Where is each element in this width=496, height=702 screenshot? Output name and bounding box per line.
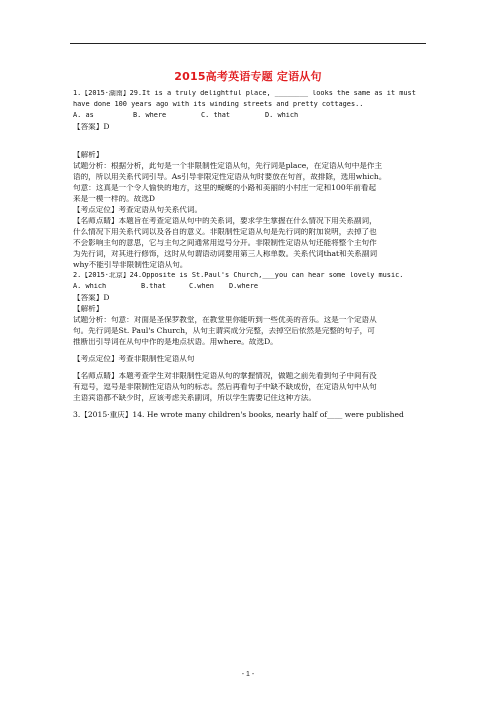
q1-comment-line-2: 什么情况下用关系代词以及各自的意义。非限制性定语从句是先行词的附加说明，去掉了也: [73, 228, 377, 236]
q2-comment-line-1: 【名师点睛】本题考查学生对非限制性定语从句的掌握情况，做题之前先看到句子中间有没: [73, 372, 377, 380]
q2-answer: 【答案】D: [73, 294, 110, 302]
q1-comment-line-1: 【名师点睛】本题旨在考查定语从句中的关系词，要求学生掌握在什么情况下用关系副词，: [73, 217, 377, 225]
q1-option-a: A. as: [73, 112, 94, 119]
q3-stem-line-1: 3.【2015·重庆】14. He wrote many children's books, nearly half of____ were published: [73, 411, 404, 419]
q2-stem-line-1: 2.【2015·北京】24.Opposite is St.Paul's Church,___you can hear some lovely music.: [73, 272, 404, 279]
q1-options: [73, 112, 427, 123]
q1-stem-line-1: 1.【2015·湖南】29.It is a truly delightful place, ________ looks the same as it must: [73, 90, 416, 97]
q1-option-d: D. which: [265, 112, 299, 119]
q1-comment-line-3: 不会影响主句的意思，它与主句之间通常用逗号分开。非限制性定语从句还能将整个主句作: [73, 239, 377, 247]
document-body: [73, 90, 427, 422]
q1-option-c: C. that: [201, 112, 231, 119]
q2-option-c: C.when: [189, 283, 214, 290]
q1-answer: 【答案】D: [73, 123, 110, 131]
q2-point: 【考点定位】考查非限制性定语从句: [73, 355, 195, 363]
q1-analysis-line-2: 语的，所以用关系代词引导。As引导非限定性定语从句时要放在句首，故排除，选用which。: [73, 173, 387, 181]
page-number: - 1 -: [241, 671, 255, 678]
q2-options: [73, 283, 427, 294]
page-title: 2015高考英语专题 定语从句: [174, 70, 322, 83]
q1-analysis-line-3: 句意：这真是一个令人愉快的地方，这里的蜿蜒的小路和美丽的小村庄一定和100年前看起: [73, 184, 377, 192]
header-rule: [70, 43, 426, 44]
q1-comment-line-4: 为先行词，对其进行修饰，这时从句谓语动词要用第三人称单数。关系代词that和关系副词: [73, 250, 378, 258]
q1-option-b: B. where: [133, 112, 167, 119]
q1-analysis-label: 【解析】: [73, 151, 104, 159]
q2-option-b: B.that: [141, 283, 166, 290]
q2-analysis-line-2: 句。先行词是St. Paul's Church，从句主谓宾成分完整，去掉空后依然是完整的句子，可: [73, 327, 375, 335]
q2-comment-line-2: 有逗号，逗号是非限制性定语从句的标志。然后再看句子中缺不缺成份，在定语从句中从句: [73, 383, 377, 391]
q1-stem-line-2: have done 100 years ago with its winding streets and pretty cottages..: [73, 101, 364, 108]
q1-analysis-line-4: 来是一模一样的。故选D: [73, 195, 156, 203]
q2-option-d: D.where: [229, 283, 259, 290]
q1-analysis-line-1: 试题分析：根据分析，此句是一个非限制性定语从句，先行词是place，在定语从句中是作主: [73, 162, 383, 170]
q2-analysis-line-3: 推断出引导词在从句中作的是地点状语。用where。故选D。: [73, 338, 278, 346]
q1-point: 【考点定位】考查定语从句关系代词。: [73, 206, 203, 214]
q1-comment-line-5: why不能引导非限制性定语从句。: [73, 261, 188, 269]
q2-analysis-line-1: 试题分析：句意：对面是圣保罗教堂，在教堂里你能听到一些优美的音乐。这是一个定语从: [73, 316, 377, 324]
q2-option-a: A. which: [73, 283, 107, 290]
q2-analysis-label: 【解析】: [73, 305, 104, 313]
q2-comment-line-3: 主语宾语都不缺少时，应该考虑关系副词，所以学生需要记住这种方法。: [73, 394, 316, 402]
